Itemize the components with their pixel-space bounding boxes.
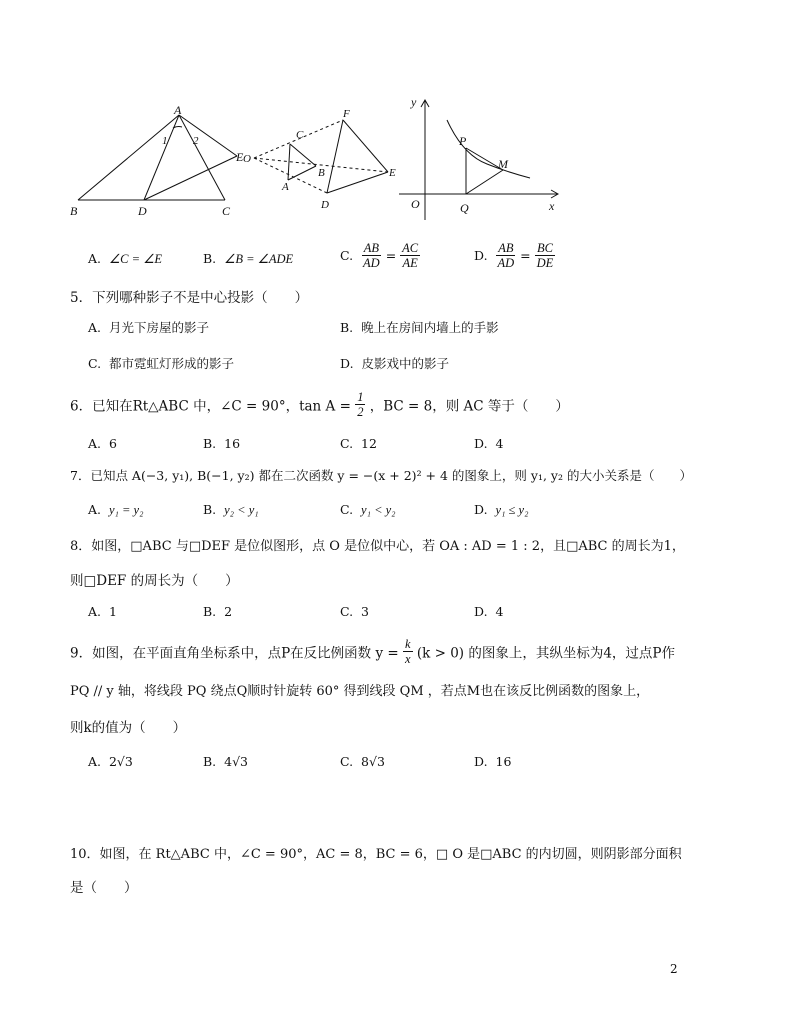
label-a: A [282, 181, 289, 193]
q8-stem-line1: 8．如图，□ABC 与□DEF 是位似图形，点 O 是位似中心，若 OA : AD = 1 : 2，且□ABC 的周长为1， [70, 539, 685, 554]
label-b: B [70, 204, 78, 218]
q9-option-a: A. 2√3 [88, 754, 133, 769]
label-c: C [296, 129, 304, 141]
q8-stem-line2: 则□DEF 的周长为（ ） [70, 573, 239, 589]
label-m: M [498, 157, 508, 171]
q5-stem: 5．下列哪种影子不是中心投影（ ） [70, 290, 309, 306]
label-f: F [343, 108, 350, 120]
figure-triangle-ade [60, 100, 260, 229]
label-o: O [243, 153, 251, 165]
label-e: E [236, 150, 244, 164]
q4-option-d: D. $\frac{AB}{AD}$ = $\frac{BC}{DE}$ [474, 241, 554, 270]
q6-option-d: D. 4 [474, 436, 504, 451]
q4-option-a: A. ∠C = ∠E [88, 251, 163, 266]
q9-option-d: D. 16 [474, 754, 512, 769]
q4-option-b: B. ∠B = ∠ADE [203, 251, 294, 266]
q10-stem-line2: 是（ ） [70, 880, 138, 896]
label-d: D [321, 199, 329, 211]
q6-stem: 6．已知在Rt△ABC 中，∠C = 90°，tan A = $\frac{1}{2}$ ，BC = 8，则 AC 等于（ ） [70, 390, 569, 419]
label-o: O [411, 197, 420, 211]
q7-option-d: D. y₁ ≤ y₂ [474, 502, 529, 517]
label-angle-2: 2 [193, 135, 199, 147]
label-c: C [222, 204, 231, 218]
q9-option-c: C. 8√3 [340, 754, 385, 769]
label-y: y [411, 95, 417, 109]
q10-stem-line1: 10．如图，在 Rt△ABC 中，∠C = 90°，AC = 8，BC = 6，□ O 是□ABC 的内切圆，则阴影部分面积 [70, 847, 682, 862]
q8-option-d: D. 4 [474, 604, 504, 619]
q7-option-a: A. y₁ = y₂ [88, 502, 144, 517]
q6-option-b: B. 16 [203, 436, 241, 451]
label-p: P [459, 134, 467, 148]
figure-homothety [240, 100, 405, 224]
q5-option-b: B. 晚上在房间内墙上的手影 [340, 320, 499, 335]
q9-stem-line3: 则k的值为（ ） [70, 720, 187, 736]
q7-option-c: C. y₁ < y₂ [340, 502, 396, 517]
q9-option-b: B. 4√3 [203, 754, 248, 769]
q5-option-d: D. 皮影戏中的影子 [340, 356, 450, 371]
q8-option-b: B. 2 [203, 604, 233, 619]
q8-option-c: C. 3 [340, 604, 369, 619]
q6-option-a: A. 6 [88, 436, 117, 451]
q8-option-a: A. 1 [88, 604, 117, 619]
label-q: Q [460, 201, 469, 215]
q9-stem-line1: 9．如图，在平面直角坐标系中，点P在反比例函数 y = $\frac{k}{x}$ (k > 0) 的图象上，其纵坐标为4，过点P作 [70, 637, 676, 666]
label-x: x [549, 199, 555, 213]
q5-option-a: A. 月光下房屋的影子 [88, 320, 209, 335]
q4-option-c: C. $\frac{AB}{AD}$ = $\frac{AC}{AE}$ [340, 241, 419, 270]
q7-stem: 7．已知点 A(−3, y₁), B(−1, y₂) 都在二次函数 y = −(x + 2)² + 4 的图象上，则 y₁, y₂ 的大小关系是（ ） [70, 468, 692, 483]
q7-option-b: B. y₂ < y₁ [203, 502, 259, 517]
label-a: A [174, 103, 182, 117]
label-b: B [318, 167, 325, 179]
q9-stem-line2: PQ // y 轴，将线段 PQ 绕点Q顺时针旋转 60° 得到线段 QM ，若点M也在该反比例函数的图象上， [70, 684, 650, 699]
figure-coordinate-hyperbola [395, 90, 570, 229]
page-number: 2 [670, 962, 678, 976]
q6-option-c: C. 12 [340, 436, 377, 451]
q5-option-c: C. 都市霓虹灯形成的影子 [88, 356, 235, 371]
label-d: D [138, 204, 147, 218]
label-e: E [389, 167, 396, 179]
label-angle-1: 1 [162, 135, 168, 147]
